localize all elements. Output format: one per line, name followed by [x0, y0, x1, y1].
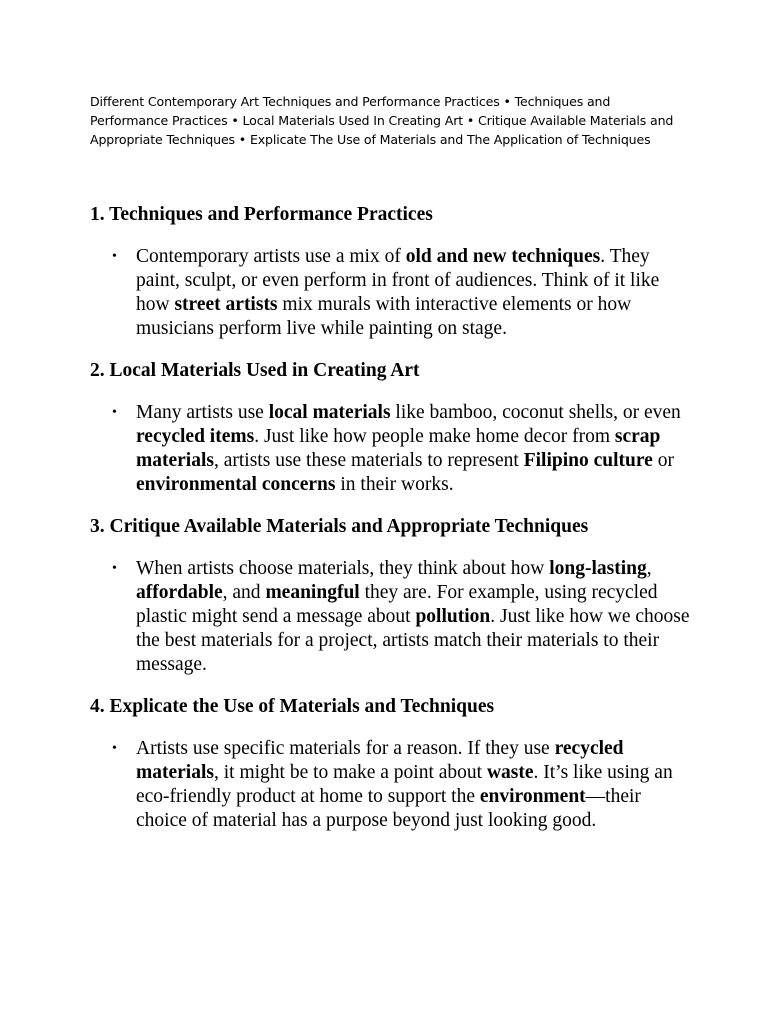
section-2	[90, 359, 690, 497]
bold-term: street artists	[174, 294, 278, 315]
bullet-icon: •	[112, 405, 117, 420]
text-run: in their works.	[335, 474, 454, 495]
section-3	[90, 515, 690, 677]
bold-term: affordable	[136, 582, 223, 603]
bold-term: recycled items	[136, 426, 255, 447]
text-run: , it might be to make a point about	[213, 762, 487, 783]
list-item	[90, 557, 690, 677]
text-run: or	[652, 450, 674, 471]
document-page	[90, 92, 690, 851]
text-run: . They paint, sculpt, or even perform in front of audiences. Think of it like how	[136, 246, 660, 315]
text-run: , and	[222, 582, 266, 603]
section-heading: 3. Critique Available Materials and Appropriate Techniques	[90, 516, 589, 537]
section-4	[90, 695, 690, 833]
text-run: Many artists use	[136, 402, 269, 423]
bullet-list	[90, 245, 690, 341]
list-item	[90, 245, 690, 341]
list-item	[90, 737, 690, 833]
bold-term: recycled materials	[136, 738, 624, 783]
bullet-list	[90, 401, 690, 497]
section-heading: 2. Local Materials Used in Creating Art	[90, 360, 420, 381]
bold-term: scrap materials	[136, 426, 661, 471]
text-run: . Just like how people make home decor from	[254, 426, 615, 447]
bullet-list	[90, 737, 690, 833]
bullet-list	[90, 557, 690, 677]
list-item	[90, 401, 690, 497]
text-run: When artists choose materials, they think about how	[136, 558, 550, 579]
bullet-icon: •	[112, 741, 117, 756]
section-1	[90, 203, 690, 341]
bullet-icon: •	[112, 249, 117, 264]
text-run: mix murals with interactive elements or how musicians perform live while painting on stage.	[136, 294, 632, 339]
text-run: ,	[646, 558, 652, 579]
text-run: Artists use specific materials for a reason. If they use	[136, 738, 555, 759]
text-run: , artists use these materials to represent	[213, 450, 524, 471]
text-run: . Just like how we choose the best materials for a project, artists match their materials to their message.	[136, 606, 690, 675]
section-heading: 1. Techniques and Performance Practices	[90, 204, 433, 225]
text-run: like bamboo, coconut shells, or even	[390, 402, 681, 423]
bold-term: waste	[486, 762, 534, 783]
text-run: . It’s like using an eco-friendly product at home to support the	[136, 762, 673, 807]
intro-summary: Different Contemporary Art Techniques and Performance Practices • Techniques and Performance Practices • Local Materials Used In Creating Art • Critique Available Materials and Appropriate Techniques • Explicate The Use of Materials and The Application of Techniques	[90, 94, 674, 147]
bold-term: long-lasting	[549, 558, 647, 579]
bold-term: local materials	[268, 402, 391, 423]
text-run: Contemporary artists use a mix of	[136, 246, 406, 267]
bold-term: old and new techniques	[405, 246, 601, 267]
bold-term: environment	[479, 786, 586, 807]
bullet-icon: •	[112, 561, 117, 576]
bold-term: environmental concerns	[136, 474, 336, 495]
text-run: they are. For example, using recycled plastic might send a message about	[136, 582, 658, 627]
bold-term: pollution	[415, 606, 491, 627]
bold-term: Filipino culture	[523, 450, 653, 471]
text-run: —their choice of material has a purpose beyond just looking good.	[136, 786, 641, 831]
bold-term: meaningful	[265, 582, 360, 603]
section-heading: 4. Explicate the Use of Materials and Techniques	[90, 696, 495, 717]
